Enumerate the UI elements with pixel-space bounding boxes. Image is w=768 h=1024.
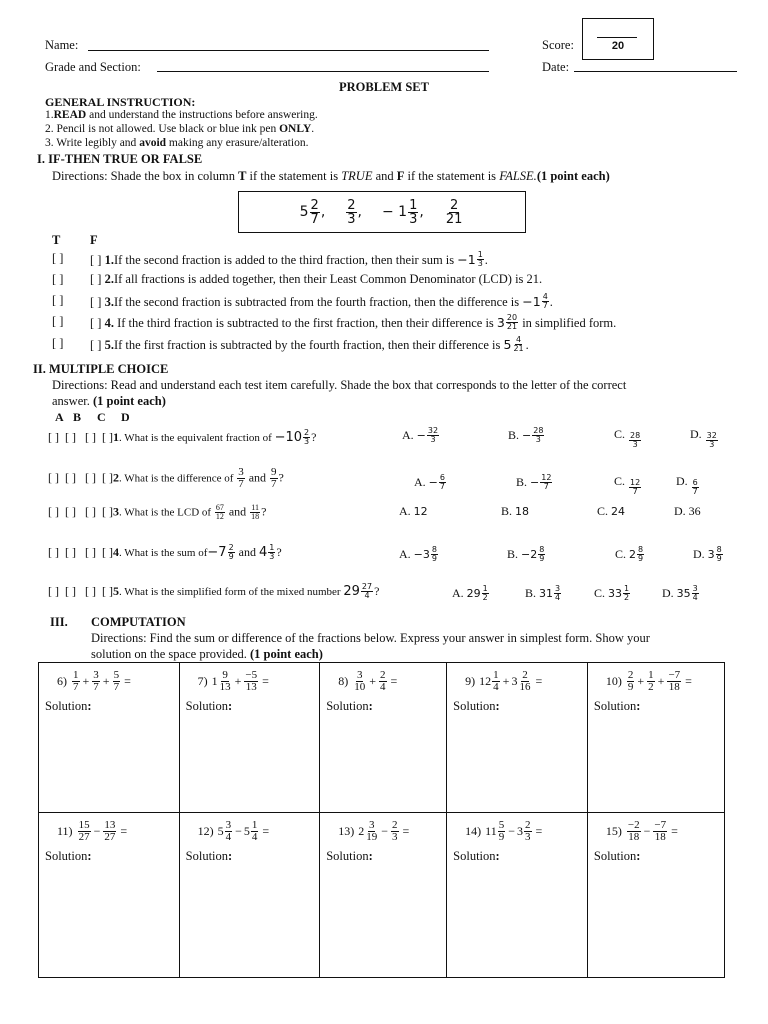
fraction: $\frac{2}{9}$ [228, 543, 234, 561]
given-fraction: $\frac{2}{3}$ , [347, 197, 362, 227]
mc1-option-a: A. − $\frac{32}{3}$ [402, 426, 439, 444]
fraction: $\frac{2}{7}$ [310, 197, 319, 227]
general-line-1: 1.READ and understand the instructions before answering. [45, 109, 318, 121]
mc2-option-d: D. $\frac{6}{7}$ [676, 474, 698, 496]
solution-label: Solution: [326, 699, 373, 713]
choice-box[interactable]: [ ] [48, 470, 59, 485]
solution-cell[interactable] [179, 663, 320, 813]
problem-6: 6) $\frac{1}{7}$ + $\frac{3}{7}$ + $\frac{5}{7}$ = [57, 668, 131, 693]
fraction: $\frac{3}{7}$ [238, 466, 244, 490]
mc-question-2: [ ] [ ] [ ] [ ]2. What is the difference of $\frac{3}{7}$ and $\frac{9}{7}$ ? [48, 466, 284, 490]
solution-label: Solution: [45, 849, 92, 863]
tf-item: [ ] 3.If the second fraction is subtracted from the fourth fraction, then the difference is −1 $\frac{4}{7}$ . [90, 292, 553, 310]
score-total: 20 [611, 40, 625, 52]
tf-item: [ ] 4. If the third fraction is subtracted to the first fraction, then their difference is 3 $\frac{20}{21}$ in simplified form. [90, 313, 617, 331]
problem-8: 8) $\frac{3}{10}$ + $\frac{2}{4}$ = [338, 668, 398, 693]
fraction: $\frac{1}{4}$ [493, 668, 499, 693]
fraction: $\frac{27}{4}$ [361, 582, 373, 600]
tf-box-true[interactable]: [ ] [52, 272, 64, 286]
fraction: $\frac{2}{3}$ [304, 428, 310, 446]
grade-label: Grade and Section: [45, 60, 141, 74]
score-label: Score: [542, 38, 574, 52]
choice-box[interactable]: [ ] [102, 545, 113, 559]
general-heading: GENERAL INSTRUCTION: [45, 95, 196, 109]
solution-label: Solution: [45, 699, 92, 713]
tf-box-true[interactable]: [ ] [52, 336, 64, 350]
choice-box[interactable]: [ ] [48, 584, 59, 598]
fraction: $\frac{6}{7}$ [692, 478, 698, 496]
fraction: $\frac{5}{7}$ [113, 668, 120, 693]
solution-label: Solution: [593, 849, 641, 863]
fraction: $\frac{2}{4}$ [380, 668, 386, 693]
choice-box[interactable]: [ ] [65, 584, 76, 598]
fraction: $\frac{32}{3}$ [427, 426, 439, 444]
solution-cell[interactable] [39, 813, 180, 978]
fraction: $\frac{1}{2}$ [624, 584, 630, 602]
tf-box-false[interactable]: [ ] [90, 338, 102, 352]
problem-10: 10) $\frac{2}{9}$ + $\frac{1}{2}$ + $\frac{-7}{18}$ = [605, 668, 692, 693]
mc-question-5: [ ] [ ] [ ] [ ]5. What is the simplified form of the mixed number 29 $\frac{27}{4}$ ? [48, 582, 380, 600]
fraction: $\frac{1}{3}$ [409, 197, 418, 227]
solution-cell[interactable] [447, 813, 588, 978]
fraction: $\frac{67}{12}$ [215, 503, 224, 521]
date-label: Date: [542, 60, 570, 74]
fraction: $\frac{12}{7}$ [541, 473, 552, 491]
tf-box-false[interactable]: [ ] [90, 253, 102, 267]
fraction: $\frac{20}{21}$ [506, 313, 518, 331]
mc1-option-d: D. $\frac{32}{3}$ [690, 427, 717, 449]
section2-heading: II. MULTIPLE CHOICE [33, 362, 169, 376]
fraction: $\frac{5}{9}$ [498, 818, 505, 843]
grade-field[interactable] [157, 71, 489, 72]
tf-box-true[interactable]: [ ] [52, 293, 64, 307]
mc4-option-a: A. −3 $\frac{8}{9}$ [399, 545, 437, 563]
fraction: $\frac{1}{2}$ [648, 668, 654, 693]
fraction: $\frac{1}{3}$ [477, 250, 483, 268]
mc5-option-a: A. 29 $\frac{1}{2}$ [452, 584, 488, 602]
col-t-header: T [52, 233, 61, 247]
problem-12: 12) 5 $\frac{3}{4}$ − 5 $\frac{1}{4}$ = [197, 818, 270, 843]
section2-directions-2: answer. (1 point each) [52, 394, 166, 408]
mc3-option-a: A. 12 [399, 504, 428, 518]
fraction: $\frac{3}{7}$ [93, 668, 99, 693]
fraction: $\frac{2}{3}$ [525, 818, 531, 843]
general-line-2: 2. Pencil is not allowed. Use black or blue ink pen ONLY. [45, 123, 315, 135]
choice-box[interactable]: [ ] [85, 470, 96, 485]
fraction: $\frac{32}{3}$ [706, 431, 717, 449]
date-field[interactable] [574, 71, 737, 72]
given-fraction: 5 $\frac{2}{7}$ , [299, 197, 326, 227]
fraction: $\frac{6}{7}$ [439, 473, 445, 491]
problem-13: 13) 2 $\frac{3}{19}$ − $\frac{2}{3}$ = [338, 818, 410, 843]
fraction: $\frac{3}{4}$ [225, 818, 232, 843]
given-fraction: − 1 $\frac{1}{3}$ , [382, 197, 424, 227]
fraction: $\frac{3}{19}$ [366, 818, 378, 843]
choice-box[interactable]: [ ] [48, 430, 59, 444]
name-label: Name: [45, 38, 79, 52]
mc2-option-c: C. $\frac{12}{7}$ [614, 474, 641, 496]
solution-cell[interactable] [320, 813, 447, 978]
fraction: $\frac{11}{18}$ [251, 503, 260, 521]
section3-heading: COMPUTATION [91, 615, 186, 629]
solution-label: Solution: [453, 699, 500, 713]
fraction: $\frac{8}{9}$ [638, 545, 644, 563]
choice-col-b: B [73, 410, 82, 424]
fraction: $\frac{3}{4}$ [692, 584, 698, 602]
mc-question-3: [ ] [ ] [ ] [ ]3. What is the LCD of $\frac{67}{12}$ and $\frac{11}{18}$ ? [48, 503, 267, 521]
fraction: $\frac{8}{9}$ [431, 545, 437, 563]
choice-box[interactable]: [ ] [65, 470, 76, 485]
fraction: $\frac{-7}{18}$ [668, 668, 681, 693]
solution-label: Solution: [593, 699, 641, 713]
score-box [582, 18, 654, 60]
fraction: $\frac{2}{16}$ [519, 668, 531, 693]
mc3-option-c: C. 24 [597, 504, 626, 518]
fraction: $\frac{8}{9}$ [539, 545, 545, 563]
solution-cell[interactable] [587, 663, 724, 813]
fraction: $\frac{2}{9}$ [627, 668, 634, 693]
choice-box[interactable]: [ ] [85, 584, 96, 598]
mc1-option-b: B. − $\frac{28}{3}$ [508, 426, 544, 444]
mc5-option-d: D. 35 $\frac{3}{4}$ [662, 584, 698, 602]
choice-box[interactable]: [ ] [102, 470, 113, 485]
problem-9: 9) 12 $\frac{1}{4}$ + 3 $\frac{2}{16}$ = [465, 668, 543, 693]
fraction: $\frac{-2}{18}$ [627, 818, 640, 843]
tf-box-false[interactable]: [ ] [90, 272, 102, 286]
mc2-option-a: A. − $\frac{6}{7}$ [414, 473, 445, 491]
section1-heading: I. IF-THEN TRUE OR FALSE [37, 152, 203, 166]
fraction: $\frac{12}{7}$ [630, 478, 641, 496]
solution-label: Solution: [185, 849, 233, 863]
general-line-3: 3. Write legibly and avoid making any erasure/alteration. [45, 137, 309, 149]
choice-box[interactable]: [ ] [65, 545, 76, 559]
solution-cell[interactable] [320, 663, 447, 813]
section3-directions-1: Directions: Find the sum or difference of the fractions below. Express your answer in simplest form. Show your [91, 631, 650, 645]
fraction: $\frac{9}{7}$ [271, 466, 277, 490]
tf-box-false[interactable]: [ ] [90, 295, 102, 309]
fraction: $\frac{4}{7}$ [542, 292, 548, 310]
mc1-option-c: C. $\frac{28}{3}$ [614, 427, 641, 449]
solution-cell[interactable] [39, 663, 180, 813]
problem-11: 11) $\frac{15}{27}$ − $\frac{13}{27}$ = [57, 818, 128, 843]
tf-item: [ ] 2.If all fractions is added together, then their Least Common Denominator (LCD) is 21. [90, 272, 543, 286]
fraction: $\frac{3}{4}$ [555, 584, 561, 602]
problem-15: 15) $\frac{-2}{18}$ − $\frac{-7}{18}$ = [605, 818, 678, 843]
solution-cell[interactable] [447, 663, 588, 813]
mc4-option-d: D. 3 $\frac{8}{9}$ [693, 545, 722, 563]
name-field[interactable] [88, 50, 489, 51]
solution-label: Solution: [326, 849, 373, 863]
mc3-option-b: B. 18 [501, 504, 530, 518]
solution-cell[interactable] [179, 813, 320, 978]
section3-directions-2: solution on the space provided. (1 point each) [91, 647, 323, 661]
fraction: $\frac{9}{13}$ [219, 668, 231, 693]
choice-box[interactable]: [ ] [48, 545, 59, 559]
page-title: PROBLEM SET [339, 80, 429, 94]
solution-label: Solution: [453, 849, 500, 863]
tf-item: [ ] 1.If the second fraction is added to the third fraction, then their sum is −1 $\frac{1}{3}$ . [90, 250, 488, 268]
solution-label: Solution: [185, 699, 233, 713]
choice-box[interactable]: [ ] [102, 504, 113, 519]
given-fractions-box [238, 191, 526, 233]
fraction: $\frac{2}{21}$ [445, 197, 463, 227]
fraction: $\frac{15}{27}$ [78, 818, 90, 843]
fraction: $\frac{8}{9}$ [716, 545, 722, 563]
tf-box-true[interactable]: [ ] [52, 314, 64, 328]
choice-col-a: A [55, 410, 64, 424]
mc-question-4: [ ] [ ] [ ] [ ]4. What is the sum of−7 $\frac{2}{9}$ and 4 $\frac{1}{3}$ ? [48, 543, 282, 561]
computation-table [38, 662, 725, 978]
section3-roman: III. [50, 615, 68, 629]
choice-col-c: C [97, 410, 106, 424]
section1-directions: Directions: Shade the box in column T if the statement is TRUE and F if the statement is FALSE.(1 point each) [52, 169, 610, 183]
mc4-option-b: B. −2 $\frac{8}{9}$ [507, 545, 545, 563]
choice-box[interactable]: [ ] [85, 430, 96, 444]
fraction: $\frac{1}{4}$ [251, 818, 258, 843]
mc3-option-d: D. 36 [674, 504, 701, 518]
fraction: $\frac{1}{3}$ [269, 543, 275, 561]
mc2-option-b: B. − $\frac{12}{7}$ [516, 473, 552, 491]
choice-box[interactable]: [ ] [85, 504, 96, 519]
section2-directions-1: Directions: Read and understand each test item carefully. Shade the box that corresponds to the letter of the correct [52, 378, 627, 392]
choice-box[interactable]: [ ] [65, 504, 76, 519]
fraction: $\frac{-5}{13}$ [245, 668, 258, 693]
fraction: $\frac{-7}{18}$ [654, 818, 667, 843]
choice-box[interactable]: [ ] [48, 504, 59, 519]
choice-box[interactable]: [ ] [102, 430, 113, 444]
fraction: $\frac{4}{21}$ [513, 335, 524, 353]
fraction: $\frac{28}{3}$ [533, 426, 544, 444]
fraction: $\frac{3}{10}$ [354, 668, 366, 693]
mc-question-1: [ ] [ ] [ ] [ ]1. What is the equivalent fraction of −10 $\frac{2}{3}$ ? [48, 428, 317, 446]
fraction: $\frac{13}{27}$ [104, 818, 116, 843]
fraction: $\frac{1}{7}$ [73, 668, 79, 693]
tf-box-true[interactable]: [ ] [52, 251, 64, 265]
fraction: $\frac{2}{3}$ [392, 818, 398, 843]
solution-cell[interactable] [587, 813, 724, 978]
tf-item: [ ] 5.If the first fraction is subtracted by the fourth fraction, then their difference is 5 $\frac{4}{21}$ . [90, 335, 529, 353]
tf-box-false[interactable]: [ ] [90, 316, 102, 330]
mc5-option-c: C. 33 $\frac{1}{2}$ [594, 584, 630, 602]
problem-14: 14) 11 $\frac{5}{9}$ − 3 $\frac{2}{3}$ = [465, 818, 543, 843]
mc4-option-c: C. 2 $\frac{8}{9}$ [615, 545, 644, 563]
given-fraction [444, 199, 465, 226]
choice-box[interactable]: [ ] [102, 584, 113, 598]
mc5-option-b: B. 31 $\frac{3}{4}$ [525, 584, 561, 602]
col-f-header: F [90, 233, 98, 247]
fraction: $\frac{28}{3}$ [630, 431, 641, 449]
choice-box[interactable]: [ ] [65, 430, 76, 444]
choice-box[interactable]: [ ] [85, 545, 96, 559]
fraction: $\frac{2}{3}$ [347, 197, 356, 227]
choice-col-d: D [121, 410, 130, 424]
fraction: $\frac{1}{2}$ [482, 584, 488, 602]
problem-7: 7) 1 $\frac{9}{13}$ + $\frac{-5}{13}$ = [197, 668, 269, 693]
